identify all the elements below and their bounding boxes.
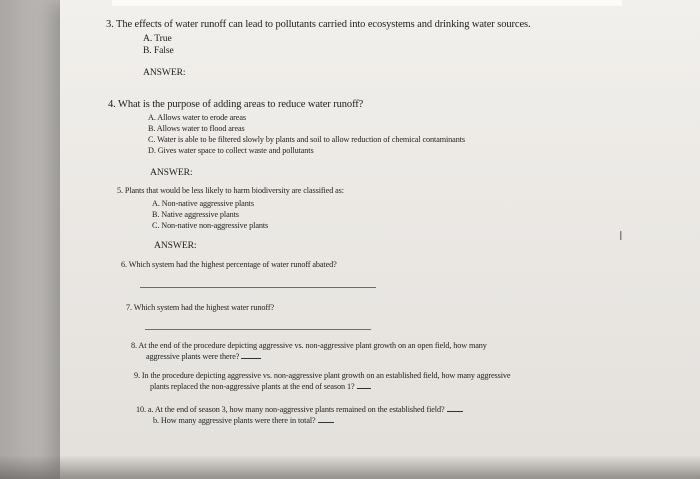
q4-option-b: B. Allows water to flood areas: [148, 124, 245, 133]
q3-option-a: A. True: [143, 33, 172, 44]
question-3: 3. The effects of water runoff can lead to pollutants carried into ecosystems and drinking water sources.: [106, 19, 531, 30]
q7-answer-line: [145, 329, 371, 330]
q10b-answer-blank: [318, 422, 334, 423]
text-cursor-icon: I: [619, 229, 623, 243]
q3-answer-label: ANSWER:: [143, 67, 186, 78]
question-9-line1: 9. In the procedure depicting aggressive vs. non-aggressive plant growth on an established field, how many aggressive: [134, 371, 511, 380]
question-8-line1: 8. At the end of the procedure depicting aggressive vs. non-aggressive plant growth on an open field, how many: [131, 341, 487, 350]
q5-answer-label: ANSWER:: [154, 240, 197, 251]
question-9-line2: plants replaced the non-aggressive plants at the end of season 1?: [150, 382, 371, 391]
q3-option-b: B. False: [143, 45, 174, 56]
question-5: 5. Plants that would be less likely to harm biodiversity are classified as:: [117, 186, 344, 195]
question-6: 6. Which system had the highest percentage of water runoff abated?: [121, 260, 337, 269]
photo-shadow: [0, 455, 700, 479]
question-8-line2: aggressive plants were there?: [146, 352, 261, 361]
q4-option-c: C. Water is able to be filtered slowly by plants and soil to allow reduction of chemical contaminants: [148, 135, 465, 144]
q5-option-c: C. Non-native non-aggressive plants: [152, 221, 269, 230]
question-10b: b. How many aggressive plants were there in total?: [153, 416, 334, 425]
q9-answer-blank: [357, 388, 371, 389]
page-top-edge: [112, 0, 622, 6]
q5-option-b: B. Native aggressive plants: [152, 210, 239, 219]
q8-answer-blank: [241, 358, 261, 359]
question-7: 7. Which system had the highest water runoff?: [126, 303, 274, 312]
q4-option-a: A. Allows water to erode areas: [148, 113, 246, 122]
q5-option-a: A. Non-native aggressive plants: [152, 199, 254, 208]
q10a-answer-blank: [447, 411, 463, 412]
q6-answer-line: [140, 287, 376, 288]
question-4: 4. What is the purpose of adding areas to reduce water runoff?: [108, 99, 364, 110]
question-10a: 10. a. At the end of season 3, how many non-aggressive plants remained on the established field?: [136, 405, 463, 414]
q4-answer-label: ANSWER:: [150, 167, 193, 178]
q4-option-d: D. Gives water space to collect waste and pollutants: [148, 146, 314, 155]
